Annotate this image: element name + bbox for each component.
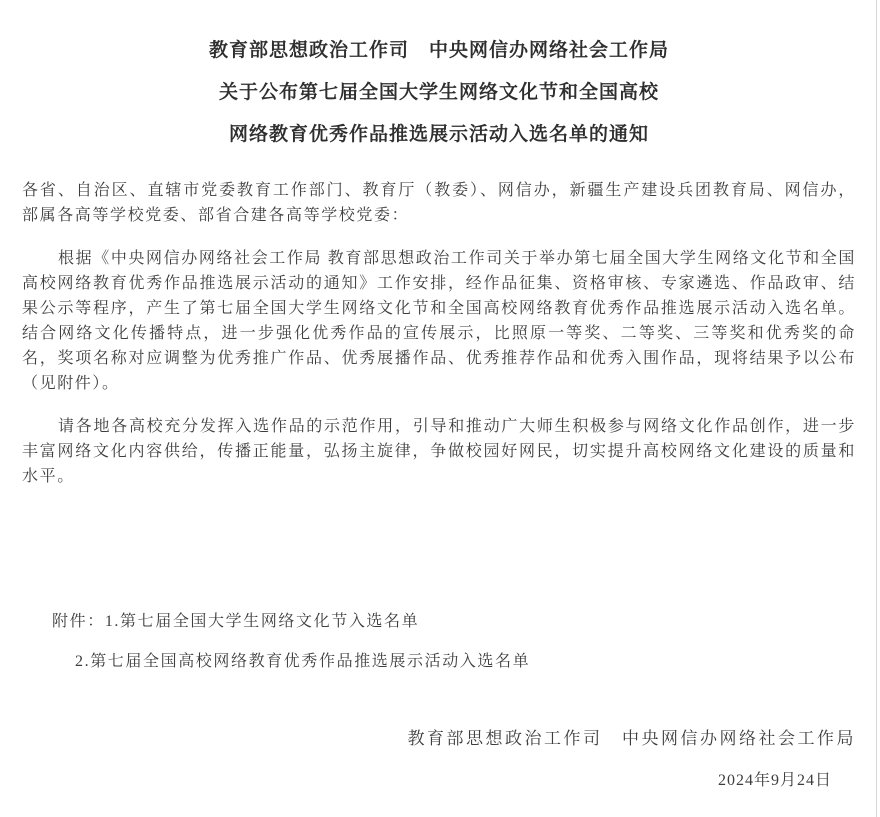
title-line-issuers: 教育部思想政治工作司 中央网信办网络社会工作局 bbox=[208, 40, 669, 61]
signature-date: 2024年9月24日 bbox=[717, 772, 832, 789]
right-edge-divider bbox=[876, 0, 877, 817]
title-line-subject-1: 关于公布第七届全国大学生网络文化节和全国高校 bbox=[218, 82, 659, 103]
body-paragraph-2: 请各地各高校充分发挥入选作品的示范作用，引导和推动广大师生积极参与网络文化作品创作，进一步丰富网络文化内容供给，传播正能量，弘扬主旋律，争做校园好网民，切实提升高校网络文化建设的质量和水平。 bbox=[22, 418, 856, 485]
document-title bbox=[22, 30, 856, 156]
attachment-label: 附件： bbox=[52, 613, 105, 630]
attachment-line-2 bbox=[22, 649, 856, 674]
body-paragraph-1: 根据《中央网信办网络社会工作局 教育部思想政治工作司关于举办第七届全国大学生网络文化节和全国高校网络教育优秀作品推选展示活动的通知》工作安排，经作品征集、资格审核、专家遴选、作品政审、结果公示等程序，产生了第七届全国大学生网络文化节和全国高校网络教育优秀作品推选展示活动入选名单。结合网络文化传播特点，进一步强化优秀作品的宣传展示，比照原一等奖、二等奖、三等奖和优秀奖的命名，奖项名称对应调整为优秀推广作品、优秀展播作品、优秀推荐作品和优秀入围作品，现将结果予以公布（见附件）。 bbox=[22, 250, 856, 392]
attachment-item-1: 1.第七届全国大学生网络文化节入选名单 bbox=[104, 613, 420, 630]
attachment-block bbox=[22, 609, 856, 674]
salutation-paragraph: 各省、自治区、直辖市党委教育工作部门、教育厅（教委）、网信办，新疆生产建设兵团教育局、网信办，部属各高等学校党委、部省合建各高等学校党委： bbox=[22, 182, 856, 224]
signature-issuer: 教育部思想政治工作司 中央网信办网络社会工作局 bbox=[407, 729, 856, 748]
title-line-subject-2: 网络教育优秀作品推选展示活动入选名单的通知 bbox=[228, 124, 649, 145]
attachment-item-2: 2.第七届全国高校网络教育优秀作品推选展示活动入选名单 bbox=[75, 653, 531, 670]
attachment-line-1 bbox=[22, 609, 856, 634]
document-body bbox=[22, 178, 856, 489]
